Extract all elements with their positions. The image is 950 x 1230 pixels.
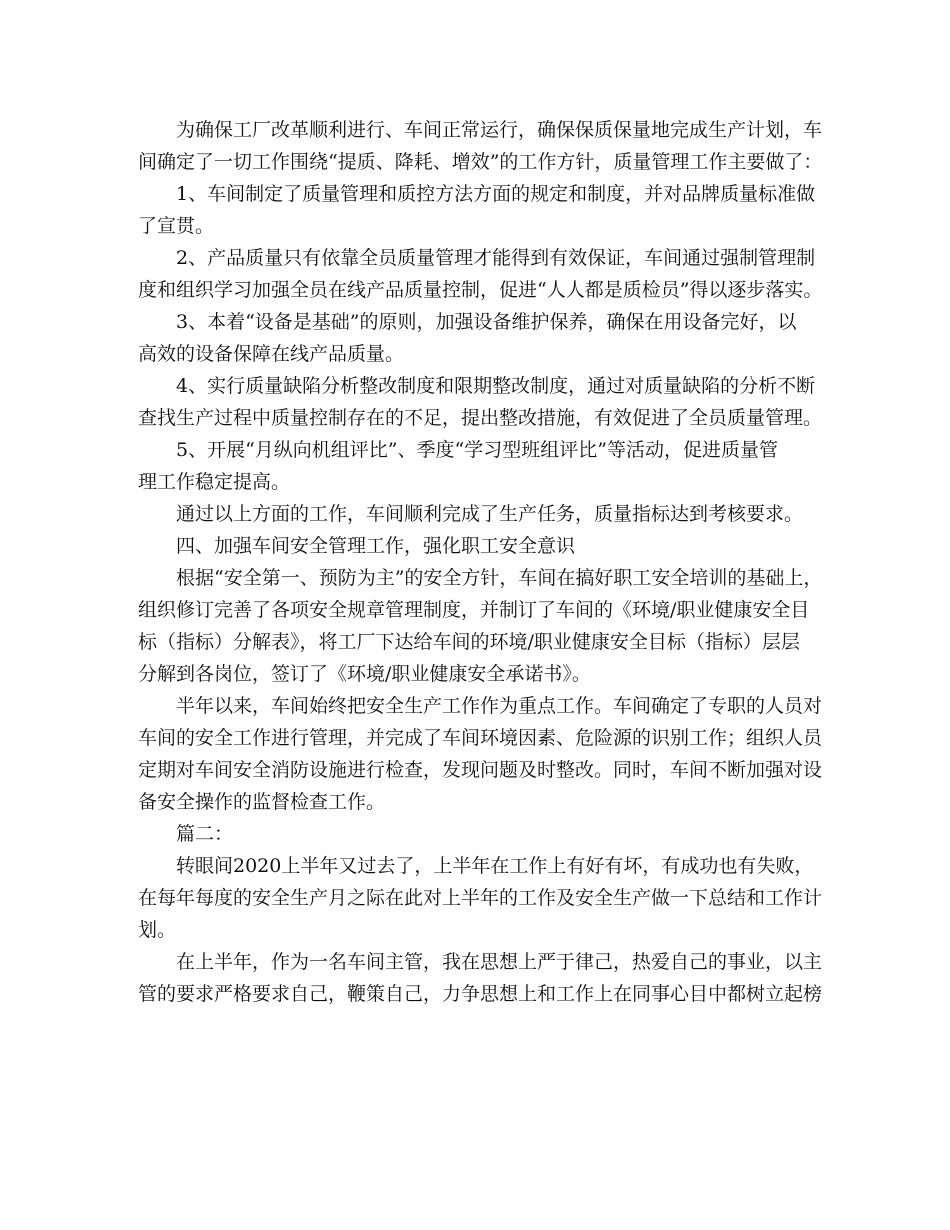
text-line: 组织修订完善了各项安全规章管理制度，并制订了车间的《环境/职业健康安全目 [138, 599, 810, 621]
text-line: 4、实行质量缺陷分析整改制度和限期整改制度，通过对质量缺陷的分析不断 [176, 375, 816, 397]
text-line: 半年以来，车间始终把安全生产工作作为重点工作。车间确定了专职的人员对 [176, 695, 823, 717]
text-line: 分解到各岗位，签订了《环境/职业健康安全承诺书》。 [138, 663, 591, 685]
text-line: 间确定了一切工作围绕“提质、降耗、增效”的工作方针，质量管理工作主要做了： [138, 151, 823, 173]
text-line: 管的要求严格要求自己，鞭策自己，力争思想上和工作上在同事心目中都树立起榜 [138, 983, 823, 1005]
text-line: 查找生产过程中质量控制存在的不足，提出整改措施，有效促进了全员质量管理。 [138, 407, 823, 429]
text-line: 定期对车间安全消防设施进行检查，发现问题及时整改。同时，车间不断加强对设 [138, 759, 823, 781]
text-line: 3、本着“设备是基础”的原则，加强设备维护保养，确保在用设备完好，以 [176, 311, 797, 333]
text-line: 在上半年，作为一名车间主管，我在思想上严于律己，热爱自己的事业，以主 [176, 951, 823, 973]
text-line: 2、产品质量只有依靠全员质量管理才能得到有效保证，车间通过强制管理制 [176, 247, 816, 269]
text-line: 根据“安全第一、预防为主”的安全方针，车间在搞好职工安全培训的基础上， [176, 567, 823, 589]
text-line: 备安全操作的监督检查工作。 [138, 791, 386, 813]
text-line: 通过以上方面的工作，车间顺利完成了生产任务，质量指标达到考核要求。 [176, 503, 804, 525]
text-line: 了宣贯。 [138, 215, 215, 237]
text-line: 在每年每度的安全生产月之际在此对上半年的工作及安全生产做一下总结和工作计 [138, 887, 823, 909]
text-line: 四、加强车间安全管理工作，强化职工安全意识 [176, 535, 576, 557]
text-line: 1、车间制定了质量管理和质控方法方面的规定和制度，并对品牌质量标准做 [176, 183, 816, 205]
text-line: 度和组织学习加强全员在线产品质量控制，促进“人人都是质检员”得以逐步落实。 [138, 279, 823, 301]
text-line: 转眼间2020上半年又过去了，上半年在工作上有好有坏，有成功也有失败， [176, 855, 814, 877]
text-line: 篇二： [176, 823, 234, 845]
text-line: 标（指标）分解表》，将工厂下达给车间的环境/职业健康安全目标（指标）层层 [138, 631, 800, 653]
text-line: 划。 [138, 919, 177, 941]
text-line: 理工作稳定提高。 [138, 471, 291, 493]
document-body [138, 114, 823, 1010]
text-line: 为确保工厂改革顺利进行、车间正常运行，确保保质保量地完成生产计划，车 [176, 119, 823, 141]
text-line: 5、开展“月纵向机组评比”、季度“学习型班组评比”等活动，促进质量管 [176, 439, 778, 461]
text-line: 高效的设备保障在线产品质量。 [138, 343, 405, 365]
text-line: 车间的安全工作进行管理，并完成了车间环境因素、危险源的识别工作；组织人员 [138, 727, 823, 749]
